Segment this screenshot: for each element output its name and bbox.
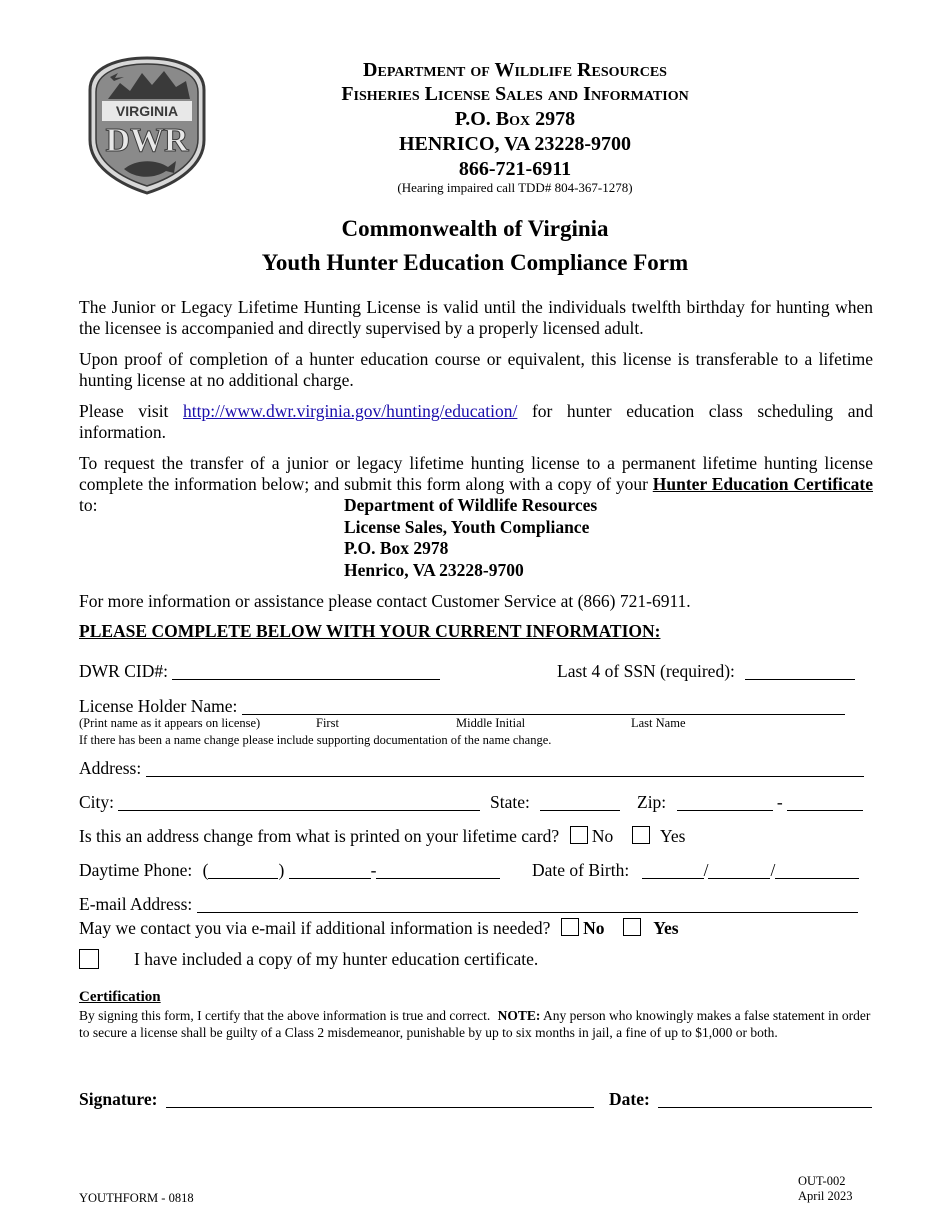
certificate-emphasis: Hunter Education Certificate [652,474,873,494]
last-name-caption: Last Name [631,716,686,730]
footer-form-id: YOUTHFORM - 0818 [79,1191,194,1205]
state-field[interactable] [540,795,620,811]
name-row [79,696,845,717]
intro-paragraph-3 [79,401,873,443]
header-division: Fisheries License Sales and Information [341,83,689,105]
dob-separator-1: / [703,860,709,880]
footer-code: OUT-002 [798,1174,846,1188]
phone-area-code-field[interactable] [208,863,278,879]
phone-close-paren: ) [278,860,285,880]
mailing-address [344,495,597,581]
email-contact-no-checkbox[interactable] [561,918,579,936]
address-change-yes-checkbox[interactable] [632,826,650,844]
ssn-label: Last 4 of SSN (required): [557,661,735,681]
dob-row [532,860,859,881]
hunter-education-link[interactable]: http://www.dwr.virginia.gov/hunting/education/ [182,401,518,421]
address-change-yes-label: Yes [660,826,686,846]
certification-heading: Certification [79,989,161,1005]
logo-text-main: DWR [105,122,189,159]
transfer-text-post: to: [79,495,98,515]
dob-label: Date of Birth: [532,860,630,880]
date-row [609,1089,872,1110]
dob-month-field[interactable] [642,863,704,879]
transfer-text: To request the transfer of a junior or legacy lifetime hunting license to a permanent lifetime hunting license complete the information below; and submit this form along with a copy of your [79,453,873,494]
address-field[interactable] [146,761,864,777]
header-tdd: (Hearing impaired call TDD# 804-367-1278) [397,180,633,195]
zip-extension-field[interactable] [787,795,863,811]
address-label: Address: [79,758,142,778]
first-name-caption: First [316,716,339,730]
zip-row [637,792,863,813]
address-change-row [79,826,686,847]
footer-form-code [798,1174,853,1204]
header-po-box: P.O. Box 2978 [454,108,576,130]
email-contact-yes-checkbox[interactable] [623,918,641,936]
email-contact-row [79,918,679,939]
footer-date: April 2023 [798,1189,853,1203]
cid-label: DWR CID#: [79,661,168,681]
email-field[interactable] [197,897,858,913]
email-label: E-mail Address: [79,894,193,914]
signature-row [79,1089,594,1110]
name-change-note: If there has been a name change please include supporting documentation of the name change. [79,733,552,747]
ssn-row [557,661,855,682]
address-row [79,758,864,779]
certificate-included-label: I have included a copy of my hunter education certificate. [134,949,539,969]
dob-day-field[interactable] [708,863,770,879]
virginia-dwr-logo [86,55,208,195]
mail-line-1: Department of Wildlife Resources [344,495,598,515]
mail-line-4: Henrico, VA 23228-9700 [344,559,524,580]
address-change-question: Is this an address change from what is printed on your lifetime card? [79,826,560,846]
ssn-field[interactable] [745,664,855,680]
email-contact-no-label: No [583,918,605,938]
mail-line-2: License Sales, Youth Compliance [344,516,590,537]
middle-initial-caption: Middle Initial [456,716,526,730]
phone-open-paren: ( [202,860,209,880]
dob-separator-2: / [770,860,776,880]
state-label: State: [490,792,530,812]
city-row [79,792,480,813]
cid-row [79,661,440,682]
zip-label: Zip: [637,792,667,812]
visit-text-post: for hunter education class scheduling and information. [79,401,874,442]
form-title: Youth Hunter Education Compliance Form [261,250,689,275]
phone-label: Daytime Phone: [79,860,193,880]
address-change-no-label: No [591,826,614,846]
city-label: City: [79,792,115,812]
form-heading: PLEASE COMPLETE BELOW WITH YOUR CURRENT INFORMATION: [79,621,661,641]
note-label: NOTE: [497,1008,541,1023]
intro-paragraph-1: The Junior or Legacy Lifetime Hunting License is valid until the individuals twelfth birthday for hunting when the licensee is accompanied and directly supervised by a properly licensed adult. [79,297,873,338]
address-change-no-checkbox[interactable] [570,826,588,844]
date-field[interactable] [658,1092,872,1108]
certification-warning: Any person who knowingly makes a false statement in order to secure a license shall be guilty of a Class 2 misdemeanor, punishable by up to six months in jail, a fine of up to $1,000 or both. [79,1008,871,1040]
phone-line-field[interactable] [376,863,500,879]
dob-year-field[interactable] [775,863,859,879]
zip-field[interactable] [677,795,773,811]
signature-field[interactable] [166,1092,594,1108]
certification-text [79,1008,875,1041]
zip-dash: - [776,792,783,812]
phone-row [79,860,500,881]
state-row [490,792,620,813]
header-phone: 866-721-6911 [458,158,572,180]
license-holder-name-field[interactable] [242,699,845,715]
mail-line-3: P.O. Box 2978 [344,538,449,558]
logo-text-top: VIRGINIA [115,103,179,119]
signature-label: Signature: [79,1089,158,1109]
certificate-included-checkbox[interactable] [79,949,99,969]
certification-statement: By signing this form, I certify that the above information is true and correct. [79,1008,491,1023]
cid-field[interactable] [172,664,440,680]
contact-info: For more information or assistance please contact Customer Service at (866) 721-6911. [79,591,691,611]
phone-dash: - [370,860,377,880]
header-department: Department of Wildlife Resources [363,59,667,81]
intro-paragraph-2: Upon proof of completion of a hunter education course or equivalent, this license is transferable to a lifetime hunting license at no additional charge. [79,349,873,390]
email-contact-yes-label: Yes [653,918,679,938]
date-label: Date: [609,1089,650,1109]
header-city: HENRICO, VA 23228-9700 [398,133,632,155]
title-commonwealth: Commonwealth of Virginia [341,216,609,241]
name-label: License Holder Name: [79,696,238,716]
email-contact-question: May we contact you via e-mail if additional information is needed? [79,918,551,938]
city-field[interactable] [118,795,480,811]
phone-prefix-field[interactable] [289,863,371,879]
email-row [79,894,858,915]
name-note: (Print name as it appears on license) [79,716,261,730]
visit-text: Please visit [79,401,169,421]
